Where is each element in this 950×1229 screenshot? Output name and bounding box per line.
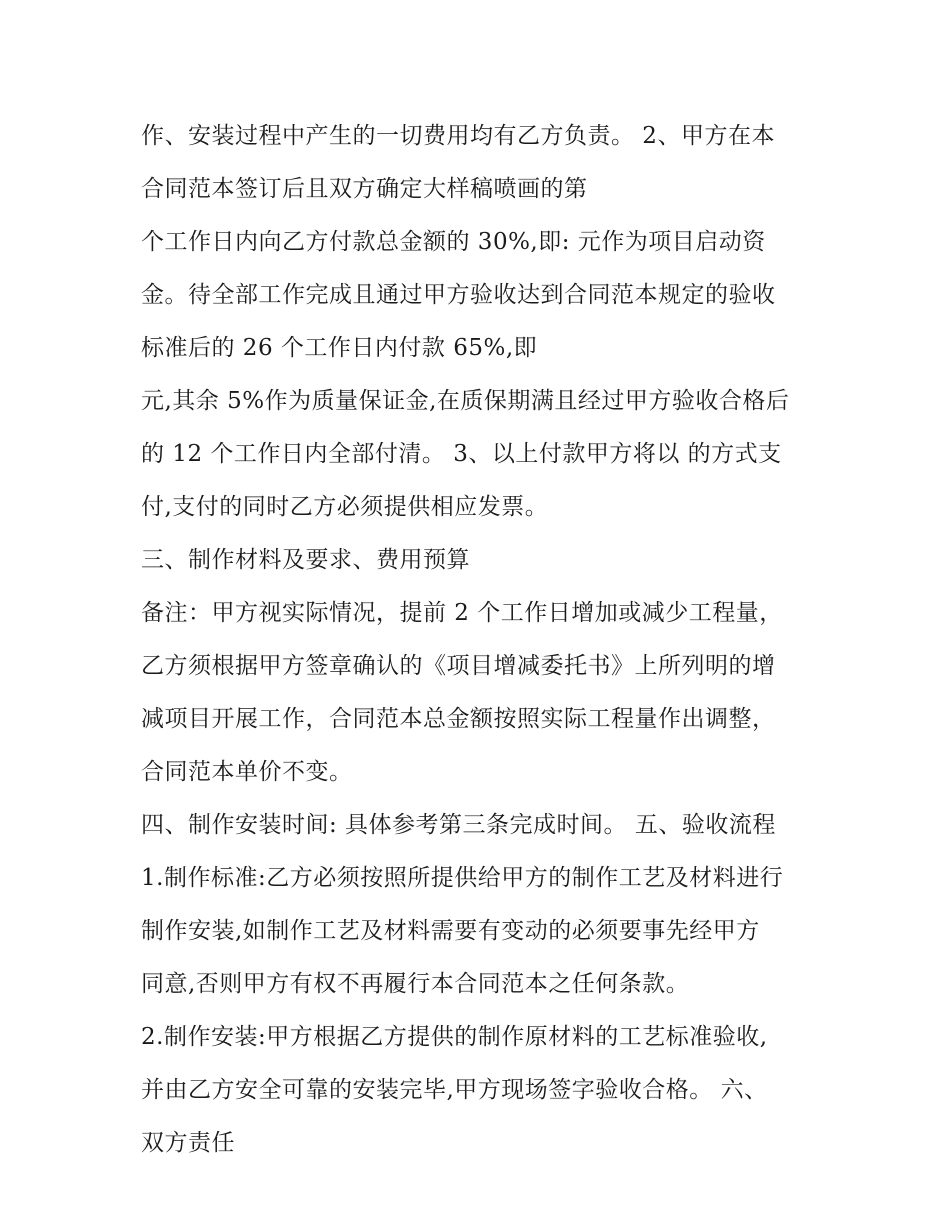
- text-line: 2.制作安装:甲方根据乙方提供的制作原材料的工艺标准验收,: [141, 1024, 768, 1050]
- text-line: 乙方须根据甲方签章确认的《项目增减委托书》上所列明的增: [141, 653, 776, 679]
- text-line: 的 12 个工作日内全部付清。 3、以上付款甲方将以 的方式支: [141, 441, 782, 467]
- document-body: [141, 110, 831, 1170]
- text-line: 双方责任: [141, 1130, 235, 1156]
- text-line: 付,支付的同时乙方必须提供相应发票。: [141, 494, 549, 520]
- section-heading: 三、制作材料及要求、费用预算: [141, 547, 470, 573]
- text-line: 个工作日内向乙方付款总金额的 30%,即: 元作为项目启动资: [141, 229, 766, 255]
- text-line: 减项目开展工作，合同范本总金额按照实际工程量作出调整，: [141, 706, 776, 732]
- text-line: 标准后的 26 个工作日内付款 65%,即: [141, 335, 538, 361]
- text-line: 同意,否则甲方有权不再履行本合同范本之任何条款。: [141, 971, 690, 997]
- text-line: 四、制作安装时间: 具体参考第三条完成时间。 五、验收流程: [141, 812, 776, 838]
- text-line: 并由乙方安全可靠的安装完毕,甲方现场签字验收合格。 六、: [141, 1077, 768, 1103]
- text-line: 备注：甲方视实际情况，提前 2 个工作日增加或减少工程量，: [141, 600, 783, 626]
- text-line: 作、安装过程中产生的一切费用均有乙方负责。 2、甲方在本: [141, 123, 775, 149]
- text-line: 元,其余 5%作为质量保证金,在质保期满且经过甲方验收合格后: [141, 388, 790, 414]
- text-line: 1.制作标准:乙方必须按照所提供给甲方的制作工艺及材料进行: [141, 865, 784, 891]
- text-line: 合同范本签订后且双方确定大样稿喷画的第: [141, 176, 588, 202]
- text-line: 金。待全部工作完成且通过甲方验收达到合同范本规定的验收: [141, 282, 776, 308]
- text-line: 制作安装,如制作工艺及材料需要有变动的必须要事先经甲方: [141, 918, 760, 944]
- text-line: 合同范本单价不变。: [141, 759, 353, 785]
